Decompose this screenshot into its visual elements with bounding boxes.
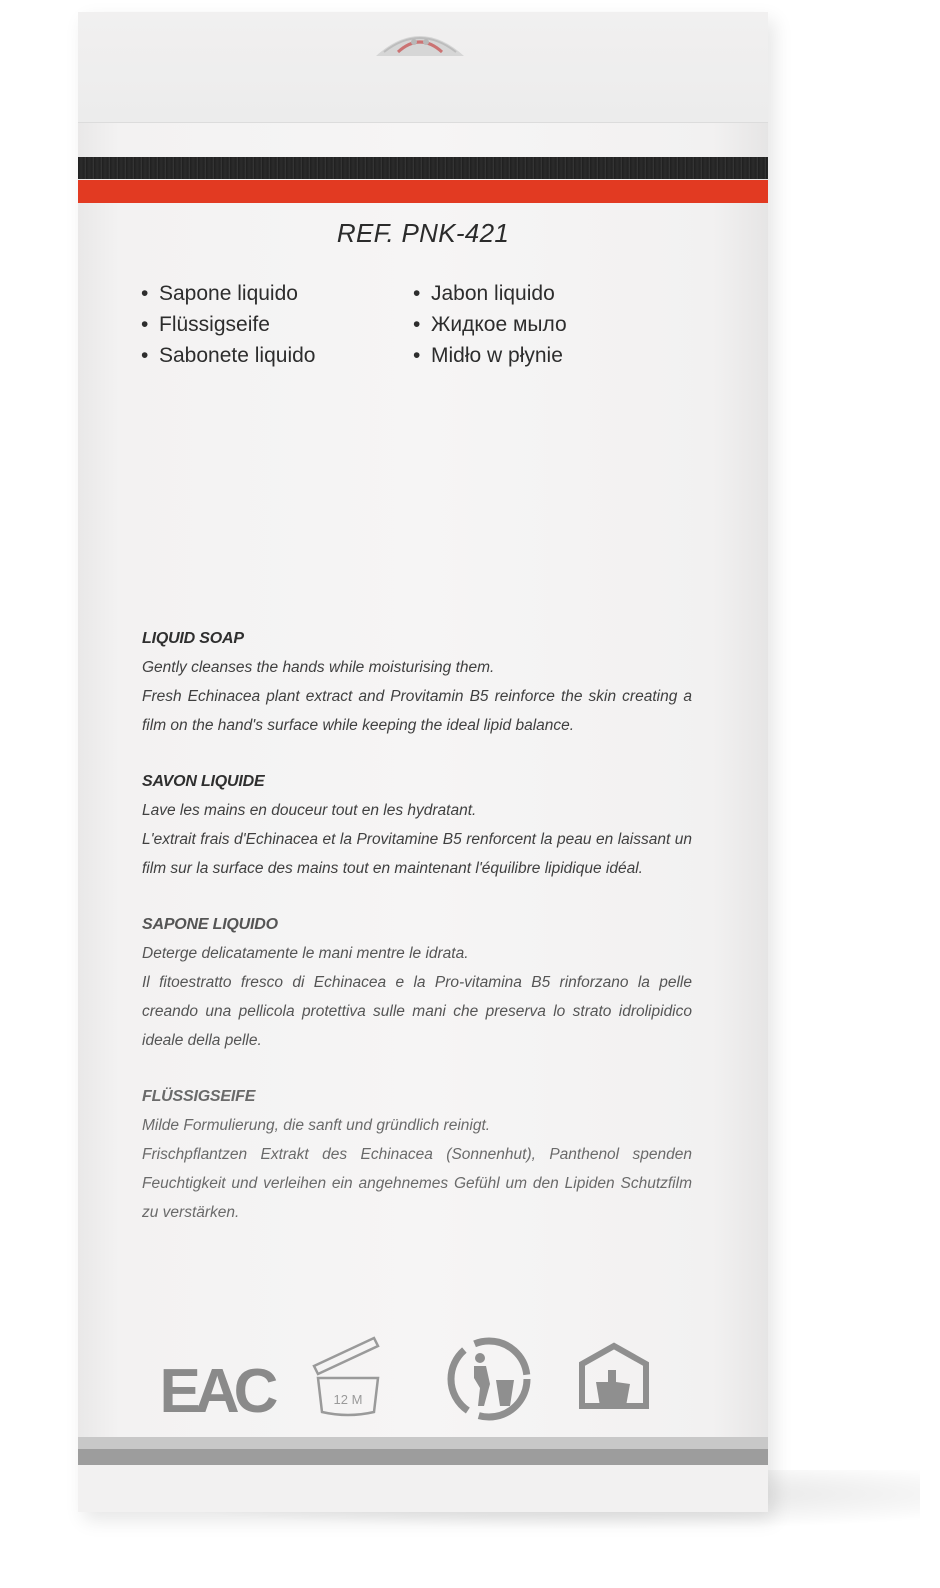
description-en (142, 625, 692, 740)
grey-stripe (78, 1449, 768, 1465)
product-name-de: • Flüssigseife (141, 309, 315, 340)
soap-box (78, 12, 768, 1512)
product-name-ru: • Жидкое мыло (413, 309, 567, 340)
product-names-right (413, 278, 567, 371)
box-bottom (78, 1465, 768, 1512)
product-name-es: • Jabon liquido (413, 278, 567, 309)
description-heading: SAPONE LIQUIDO (142, 916, 278, 933)
recycle-tidyman-icon (444, 1334, 534, 1424)
certification-symbols (159, 1334, 656, 1426)
description-line: L'extrait frais d'Echinacea et la Provitamine B5 renforcent la peau en laissant un film sur la surface des mains tout en maintenant l'équilibre lipidique idéal. (142, 831, 692, 877)
description-it (142, 911, 692, 1055)
black-stripe (78, 157, 768, 179)
eac-mark-text: EAC (159, 1357, 273, 1426)
product-names-left (141, 278, 315, 371)
product-name-pl: • Midło w płynie (413, 340, 567, 371)
description-line: Frischpflantzen Extrakt des Echinacea (Sonnenhut), Panthenol spenden Feuchtigkeit und verleihen ein angehnemes Gefühl um den Lipiden Schutzfilm zu verstärken. (142, 1146, 692, 1221)
description-line: Milde Formulierung, die sanft und gründlich reinigt. (142, 1117, 491, 1134)
box-top-flap (78, 12, 768, 123)
light-grey-stripe (78, 1437, 768, 1449)
eac-mark-icon (159, 1334, 273, 1426)
description-line: Gently cleanses the hands while moisturising them. (142, 659, 495, 676)
hand-in-box-icon (574, 1334, 654, 1424)
description-line: Fresh Echinacea plant extract and Provitamin B5 reinforce the skin creating a film on the hand's surface while keeping the ideal lipid balance. (142, 688, 692, 734)
red-stripe (78, 180, 768, 203)
description-line: Lave les mains en douceur tout en les hydratant. (142, 802, 477, 819)
description-heading: LIQUID SOAP (142, 630, 244, 647)
reference-code: REF. PNK-421 (336, 218, 510, 248)
brand-emblem-icon (370, 22, 470, 58)
pao-jar-icon (308, 1334, 388, 1424)
description-heading: SAVON LIQUIDE (142, 773, 265, 790)
product-name-it: • Sapone liquido (141, 278, 315, 309)
product-name-pt: • Sabonete liquido (141, 340, 315, 371)
product-descriptions (142, 625, 692, 1255)
description-heading: FLÜSSIGSEIFE (142, 1088, 256, 1105)
description-fr (142, 768, 692, 883)
description-de (142, 1083, 692, 1227)
pao-label: 12 M (333, 1392, 363, 1407)
description-line: Deterge delicatamente le mani mentre le idrata. (142, 945, 469, 962)
description-line: Il fitoestratto fresco di Echinacea e la Pro-vitamina B5 rinforzano la pelle creando una pellicola protettiva sulle mani che preserva lo strato idrolipidico ideale della pelle. (142, 974, 692, 1049)
